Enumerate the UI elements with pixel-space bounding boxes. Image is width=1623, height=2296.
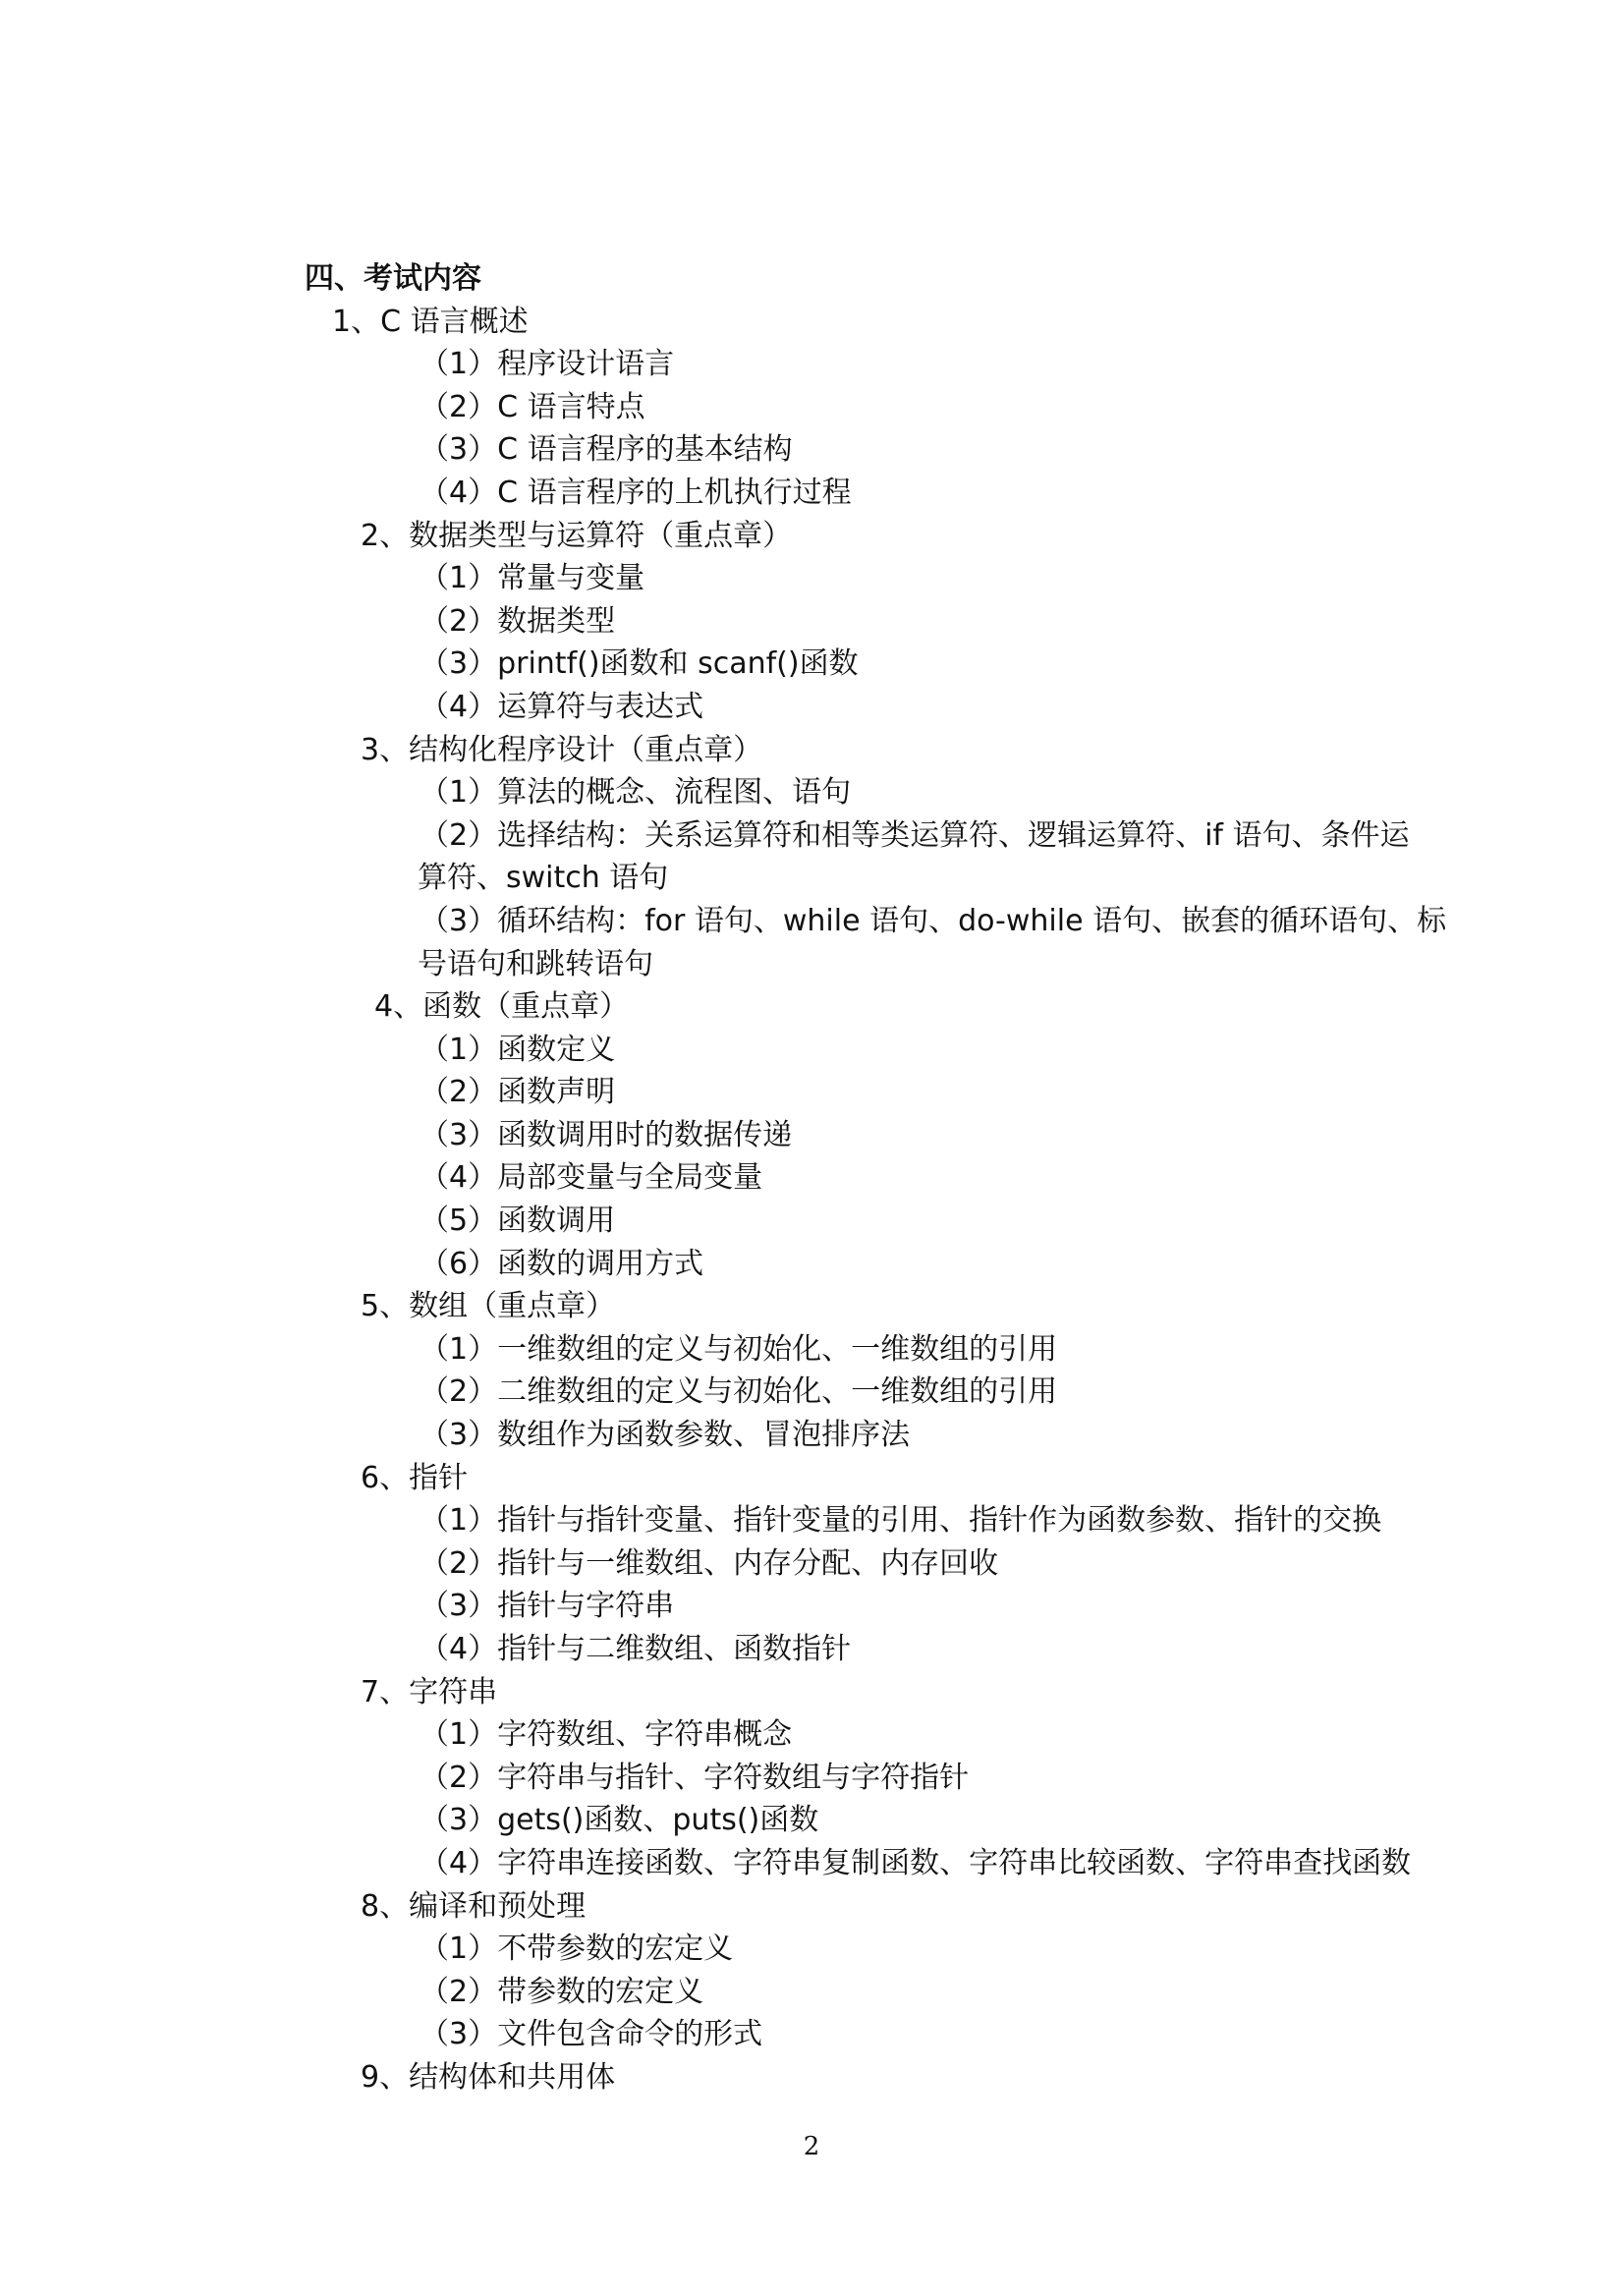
list-item: （4）运算符与表达式: [420, 689, 704, 724]
list-item: （1）算法的概念、流程图、语句: [420, 775, 852, 811]
chapter-title-9: 9、结构体和共用体: [361, 2059, 616, 2095]
list-item: （3）数组作为函数参数、冒泡排序法: [420, 1418, 911, 1453]
list-item: （2）数据类型: [420, 603, 616, 639]
list-item: （3）文件包含命令的形式: [420, 2017, 763, 2052]
list-item: （5）函数调用: [420, 1204, 616, 1239]
list-item: （4）指针与二维数组、函数指针: [420, 1632, 852, 1666]
list-item: （3）gets()函数、puts()函数: [420, 1803, 819, 1838]
chapter-title-7: 7、字符串: [361, 1674, 498, 1709]
chapter-title-3: 3、结构化程序设计（重点章）: [361, 732, 763, 767]
list-item: （1）字符数组、字符串概念: [420, 1717, 793, 1753]
list-item: （1）函数定义: [420, 1032, 616, 1067]
list-item: （2）带参数的宏定义: [420, 1974, 704, 2009]
list-item: （2）函数声明: [420, 1075, 616, 1110]
chapter-title-5: 5、数组（重点章）: [361, 1289, 616, 1324]
chapter-title-1: 1、C 语言概述: [332, 304, 529, 339]
list-item: （2）C 语言特点: [420, 389, 645, 424]
list-item: （3）C 语言程序的基本结构: [420, 432, 793, 468]
list-item: （1）不带参数的宏定义: [420, 1932, 734, 1967]
list-item: （3）函数调用时的数据传递: [420, 1117, 793, 1152]
list-item: （6）函数的调用方式: [420, 1246, 704, 1281]
section-heading: 四、考试内容: [305, 261, 481, 296]
chapter-title-6: 6、指针: [361, 1460, 469, 1495]
list-item: （1）指针与指针变量、指针变量的引用、指针作为函数参数、指针的交换: [420, 1503, 1382, 1539]
list-item: （4）字符串连接函数、字符串复制函数、字符串比较函数、字符串查找函数: [420, 1845, 1412, 1880]
list-item: （3）循环结构：for 语句、while 语句、do-while 语句、嵌套的循环语句、标: [420, 903, 1447, 938]
document-body: [0, 257, 1623, 2100]
list-item: （3）printf()函数和 scanf()函数: [420, 646, 859, 682]
list-item: （4）局部变量与全局变量: [420, 1160, 763, 1196]
list-item: （2）二维数组的定义与初始化、一维数组的引用: [420, 1374, 1058, 1410]
list-item: （1）一维数组的定义与初始化、一维数组的引用: [420, 1331, 1058, 1367]
list-item: （1）常量与变量: [420, 561, 645, 596]
list-item: （2）字符串与指针、字符数组与字符指针: [420, 1760, 970, 1795]
list-item: （2）指针与一维数组、内存分配、内存回收: [420, 1545, 999, 1581]
chapter-title-4: 4、函数（重点章）: [374, 989, 630, 1025]
list-item-continuation: 算符、switch 语句: [418, 861, 669, 896]
list-item: （3）指针与字符串: [420, 1589, 675, 1624]
page-number: 2: [803, 2132, 820, 2161]
list-item: （1）程序设计语言: [420, 347, 675, 382]
list-item-continuation: 号语句和跳转语句: [418, 946, 653, 981]
list-item: （2）选择结构：关系运算符和相等类运算符、逻辑运算符、if 语句、条件运: [420, 817, 1410, 853]
list-item: （4）C 语言程序的上机执行过程: [420, 475, 852, 510]
chapter-title-8: 8、编译和预处理: [361, 1888, 587, 1924]
chapter-title-2: 2、数据类型与运算符（重点章）: [361, 518, 793, 553]
